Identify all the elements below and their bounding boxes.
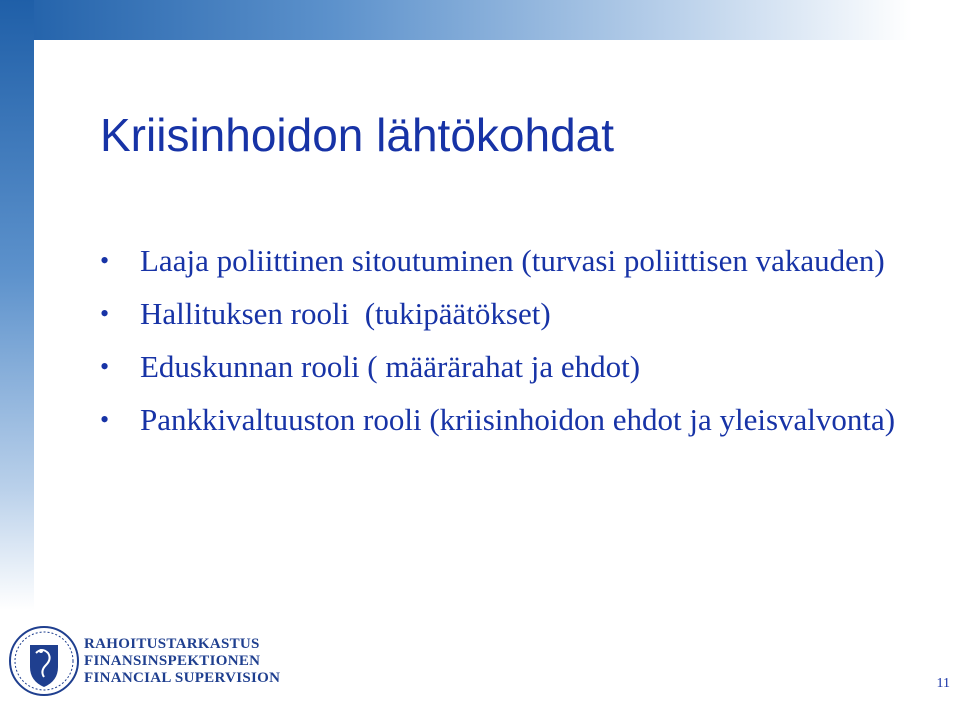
slide-title: Kriisinhoidon lähtökohdat [100, 109, 615, 161]
bullet-dot-icon: • [100, 246, 110, 275]
logo-line-3: FINANCIAL SUPERVISION [84, 670, 281, 686]
bullet-item [100, 349, 900, 385]
bullet-item [100, 243, 900, 279]
bullet-text: Hallituksen rooli (tukipäätökset) [140, 296, 551, 331]
bullet-item [100, 296, 900, 332]
bullet-dot-icon: • [100, 405, 110, 434]
bullet-list [100, 243, 900, 455]
top-gradient-bar [0, 0, 960, 40]
logo-line-1: RAHOITUSTARKASTUS [84, 636, 260, 652]
logo-wordmark [84, 636, 280, 687]
bullet-text: Eduskunnan rooli ( määrärahat ja ehdot) [140, 349, 641, 384]
logo-line-2: FINANSINSPEKTIONEN [84, 653, 261, 669]
bullet-text: Laaja poliittinen sitoutuminen (turvasi poliittisen vakauden) [140, 243, 885, 278]
bullet-item [100, 402, 900, 438]
bullet-dot-icon: • [100, 299, 110, 328]
page-number: 11 [936, 676, 950, 691]
bullet-text: Pankkivaltuuston rooli (kriisinhoidon ehdot ja yleisvalvonta) [140, 402, 896, 437]
left-gradient-bar [0, 0, 34, 610]
bullet-dot-icon: • [100, 352, 110, 381]
